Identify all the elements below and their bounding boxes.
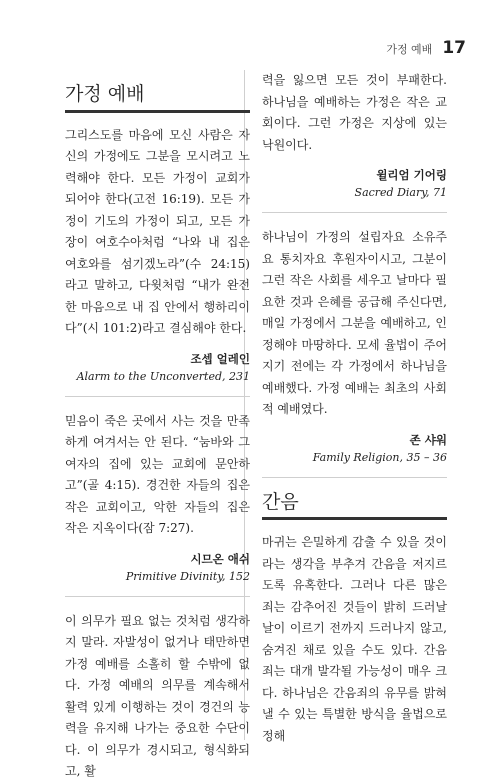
title-underline	[262, 517, 447, 520]
quote-author: 시므온 애쉬	[190, 551, 250, 566]
quote-source: Family Religion, 35 – 36	[312, 450, 447, 464]
quote-author: 존 샤워	[409, 432, 447, 447]
quote-text: 이 의무가 필요 없는 것처럼 생각하지 말라. 자발성이 없거나 태만하면 가정 예배를 소홀히 할 수밖에 없다. 가정 예배의 의무를 계속해서 활력 있게 이행하는 것이 경건의 능력을 유지해 나가는 중요한 수단이다. 이 의무가 경시되고, 형식화되고, 활	[65, 613, 250, 778]
quote-text: 하나님이 가정의 설립자요 소유주요 통치자요 후원자이시고, 그분이 그런 작은 사회를 세우고 날마다 필요한 것과 은혜를 공급해 주신다면, 매일 가정에서 그분을 예배하고, 인정해야 마땅하다. 모세 율법이 주어지기 전에는 각 가정에서 하나님을 예배했다. 가정 예배는 최초의 사회적 예배였다.	[262, 230, 447, 416]
quote-author: 윌리엄 기어링	[376, 168, 447, 182]
running-header-section: 가정 예배	[386, 43, 433, 56]
quote-source: Primitive Divinity, 152	[125, 569, 250, 583]
quote-divider	[262, 212, 447, 213]
quote-divider	[65, 396, 250, 397]
title-underline	[65, 110, 250, 113]
quote-text: 믿음이 죽은 곳에서 사는 것을 만족하게 여겨서는 안 된다. “눔바와 그 여자의 집에 있는 교회에 문안하고”(골 4:15). 경건한 자들의 집은 작은 교회이고, 악한 자들의 집은 작은 지옥이다(잠 7:27).	[65, 413, 250, 535]
left-column	[65, 70, 250, 783]
page-number: 17	[442, 38, 466, 58]
quote-source: Sacred Diary, 71	[354, 186, 447, 199]
quote-text-continued: 력을 잃으면 모든 것이 부패한다. 하나님을 예배하는 가정은 작은 교회이다. 그런 가정은 지상에 있는 낙원이다.	[262, 73, 447, 152]
right-column	[262, 70, 447, 747]
section-title-adultery: 간음	[262, 490, 299, 513]
section-title-family-worship: 가정 예배	[65, 83, 145, 105]
quote-divider	[262, 477, 447, 478]
quote-divider	[65, 596, 250, 597]
quote-text: 그리스도를 마음에 모신 사람은 자신의 가정에도 그분을 모시려고 노력해야 한다. 모든 가정이 교회가 되어야 한다(고전 16:19). 모든 가정이 기도의 가정이 되고, 모든 가장이 여호수아처럼 “나와 내 집은 여호와를 섬기겠노라”(수 24:15)라고 말하고, 다윗처럼 “내가 완전한 마음으로 내 집 안에서 행하리이다”(시 101:2)라고 결심해야 한다.	[65, 127, 250, 335]
running-header	[386, 38, 466, 58]
quote-text: 마귀는 은밀하게 감출 수 있을 것이라는 생각을 부추겨 간음을 저지르도록 유혹한다. 그러나 다른 많은 죄는 감추어진 것들이 밝히 드러날 날이 이르기 전까지 드러나지 않고, 숨겨진 채로 있을 수도 있다. 간음죄는 대개 발각될 가능성이 매우 크다. 하나님은 간음죄의 유무를 밝혀낼 수 있는 특별한 방식을 율법으로 정해	[262, 535, 447, 743]
quote-source: Alarm to the Unconverted, 231	[76, 369, 250, 383]
quote-author: 조셉 얼레인	[190, 351, 250, 366]
